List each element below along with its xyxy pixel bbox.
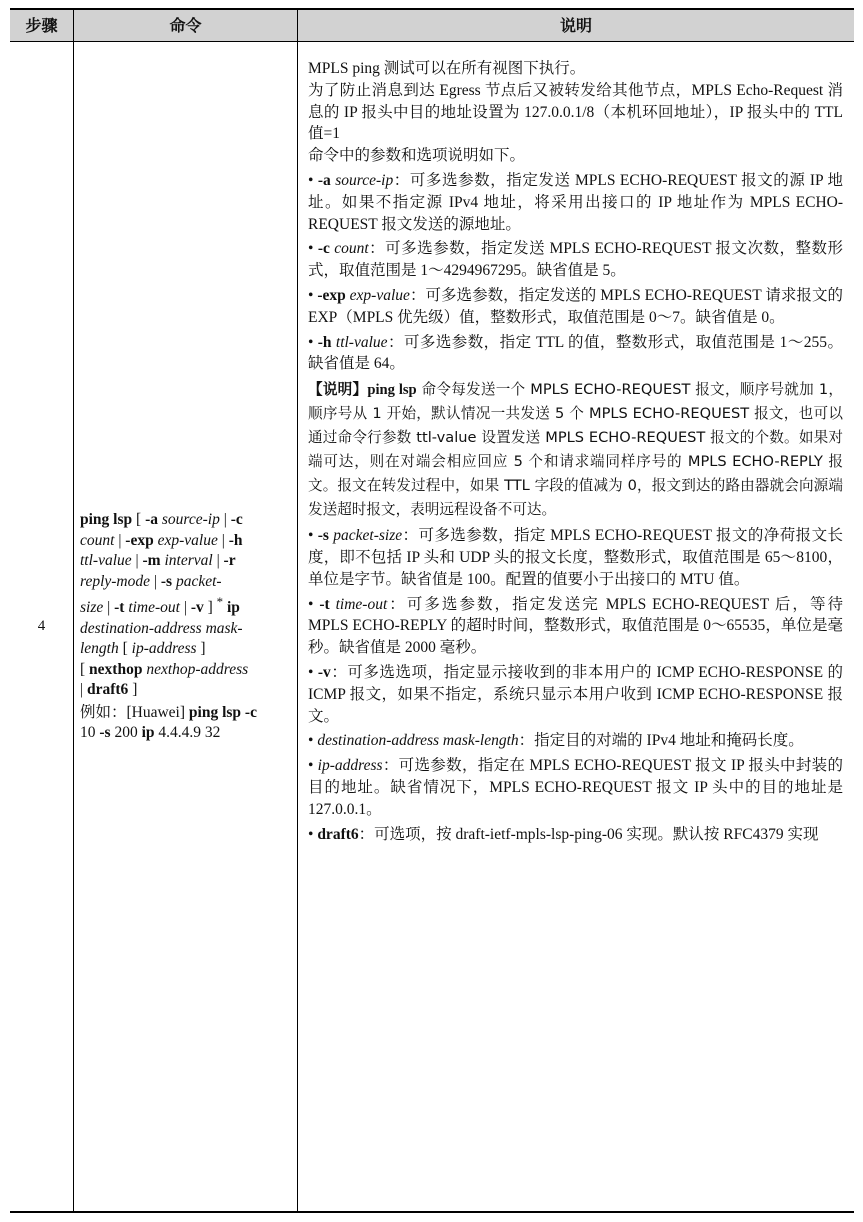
column-divider bbox=[73, 10, 74, 1211]
bullet-icon: • bbox=[308, 527, 314, 545]
param-name: exp-value bbox=[345, 286, 410, 304]
cmd-keyword: -t bbox=[114, 599, 125, 617]
command-example bbox=[80, 703, 290, 744]
desc-param-draft6 bbox=[308, 824, 843, 846]
cmd-param: ip-address bbox=[131, 640, 197, 658]
bullet-icon: • bbox=[308, 757, 314, 775]
header-command: 命令 bbox=[169, 16, 202, 35]
desc-param-s bbox=[308, 525, 843, 590]
param-flag: -h bbox=[317, 333, 332, 351]
cmd-repeat-marker: * bbox=[216, 594, 224, 609]
cmd-param: nexthop-address bbox=[142, 660, 249, 678]
param-name: destination-address mask-length bbox=[317, 732, 519, 750]
cmd-param: interval bbox=[160, 552, 213, 569]
param-text: ：可多选参数，指定发送的 MPLS ECHO-REQUEST 请求报文的 EXP（MPLS 优先级）值，整数形式，取值范围是 0～7。缺省值是 0。 bbox=[308, 286, 843, 326]
cmd-keyword: -exp bbox=[125, 531, 154, 549]
cmd-text: ] bbox=[196, 640, 206, 658]
param-text: ：可选项，按 draft-ietf-mpls-lsp-ping-06 实现。默认按 RFC4379 实现 bbox=[358, 825, 819, 843]
desc-param-exp bbox=[308, 285, 843, 329]
example-text: 10 bbox=[80, 724, 100, 742]
cmd-text: | bbox=[179, 599, 191, 617]
cmd-text: | bbox=[219, 511, 231, 528]
header-step: 步骤 bbox=[25, 16, 58, 35]
cmd-param: size bbox=[80, 599, 104, 617]
cmd-text: ] bbox=[203, 599, 217, 617]
cmd-param: source-ip bbox=[157, 511, 220, 528]
param-text: ：可选参数，指定在 MPLS ECHO-REQUEST 报文 IP 报头中封装的目的地址。缺省情况下，MPLS ECHO-REQUEST 报文 IP 头中的目的地址是 127.0.0.1。 bbox=[308, 757, 843, 818]
cmd-text: [ bbox=[132, 511, 146, 528]
cmd-param: destination-address mask- bbox=[80, 619, 243, 637]
desc-param-destination bbox=[308, 730, 843, 752]
note-keyword: ping lsp bbox=[367, 382, 417, 399]
param-text: ：可多选参数，指定 TTL 的值，整数形式，取值范围是 1～255。缺省值是 64。 bbox=[308, 333, 843, 373]
example-keyword: ip bbox=[141, 724, 155, 742]
param-name: time-out bbox=[329, 595, 388, 613]
bullet-icon: • bbox=[308, 286, 314, 304]
table-header bbox=[10, 10, 854, 42]
param-name: ttl-value bbox=[331, 333, 388, 351]
bullet-icon: • bbox=[308, 825, 314, 843]
cmd-text: | bbox=[212, 552, 224, 569]
cmd-text: | bbox=[114, 531, 126, 549]
param-text: ：可多选参数，指定发送完 MPLS ECHO-REQUEST 后，等待 MPLS ECHO-REPLY 的超时时间，整数形式，取值范围是 0～65535，单位是毫秒。缺省值是 2000 毫秒。 bbox=[308, 595, 843, 657]
cmd-param: count bbox=[80, 531, 115, 549]
cmd-keyword: -c bbox=[230, 511, 243, 528]
cmd-keyword: -s bbox=[160, 572, 173, 590]
cmd-param: exp-value bbox=[153, 531, 218, 549]
cmd-keyword: -m bbox=[142, 552, 161, 569]
param-text: ：指定目的对端的 IPv4 地址和掩码长度。 bbox=[518, 732, 804, 750]
param-flag: -c bbox=[317, 240, 330, 258]
bullet-icon: • bbox=[308, 595, 314, 613]
param-flag: -v bbox=[317, 663, 331, 681]
cmd-keyword: -r bbox=[223, 552, 236, 569]
cmd-text: [ bbox=[80, 660, 90, 678]
param-flag: -a bbox=[317, 171, 331, 189]
param-flag: draft6 bbox=[317, 825, 359, 843]
bullet-icon: • bbox=[308, 240, 314, 258]
cmd-text: | bbox=[80, 681, 87, 699]
desc-param-h bbox=[308, 332, 843, 376]
cmd-text: [ bbox=[118, 640, 132, 658]
desc-paragraph: 为了防止消息到达 Egress 节点后又被转发给其他节点，MPLS Echo-Request 消息的 IP 报头中目的地址设置为 127.0.0.1/8（本机环回地址），IP 报头中的 TTL 值=1 bbox=[308, 81, 843, 143]
command-table bbox=[10, 8, 854, 1213]
cmd-text: | bbox=[217, 531, 229, 549]
cmd-param: ttl-value bbox=[80, 552, 132, 569]
example-text: 例如：[Huawei] bbox=[80, 703, 189, 721]
desc-note bbox=[308, 378, 843, 522]
bullet-icon: • bbox=[308, 171, 314, 189]
example-text: 200 bbox=[110, 724, 142, 742]
param-name: source-ip bbox=[330, 171, 394, 189]
cmd-param: reply-mode bbox=[80, 572, 151, 590]
cmd-text: | bbox=[103, 599, 115, 617]
cmd-param: packet- bbox=[172, 572, 222, 590]
header-description: 说明 bbox=[559, 16, 592, 35]
example-text: 4.4.4.9 32 bbox=[154, 724, 221, 742]
step-number: 4 bbox=[37, 618, 46, 634]
bullet-icon: • bbox=[308, 663, 314, 681]
desc-param-a bbox=[308, 170, 843, 235]
desc-param-ip-address bbox=[308, 755, 843, 820]
cmd-text: ] bbox=[128, 681, 138, 699]
cmd-keyword: -v bbox=[190, 599, 204, 617]
cmd-param: time-out bbox=[124, 599, 180, 617]
cmd-param: length bbox=[80, 640, 119, 658]
cmd-keyword: ip bbox=[223, 599, 240, 617]
desc-paragraph: MPLS ping 测试可以在所有视图下执行。 bbox=[308, 60, 586, 77]
bullet-icon: • bbox=[308, 333, 314, 351]
param-name: ip-address bbox=[317, 757, 383, 775]
param-name: packet-size bbox=[328, 527, 403, 545]
desc-param-t bbox=[308, 594, 843, 659]
command-cell bbox=[80, 510, 290, 744]
param-text: ：可多选参数，指定 MPLS ECHO-REQUEST 报文的净荷报文长度，即不包括 IP 头和 UDP 头的报文长度，整数形式，取值范围是 65～8100，单位是字节。缺省值是 100。配置的值要小于出接口的 MTU 值。 bbox=[308, 527, 844, 588]
cmd-keyword: nexthop bbox=[89, 660, 143, 678]
example-keyword: ping lsp -c bbox=[188, 703, 257, 721]
desc-param-v bbox=[308, 662, 843, 727]
desc-paragraph: 命令中的参数和选项说明如下。 bbox=[308, 147, 526, 165]
cmd-text: | bbox=[150, 572, 161, 590]
note-text: 命令每发送一个 MPLS ECHO-REQUEST 报文，顺序号就加 1，顺序号从 1 开始，默认情况一共发送 5 个 MPLS ECHO-REQUEST 报文，也可以通过命令行参数 ttl-value 设置发送 MPLS ECHO-REQUEST 报文的个数。如果对端可达，则在对端会相应回应 5 个和请求端同样序号的 MPLS ECHO-REPLY 报文。报文在转发过程中，如果 TTL 字段的值减为 0，报文到达的路由器就会向源端发送超时报文，表明远程设备不可达。 bbox=[308, 381, 843, 519]
param-text: ：可多选参数，指定发送 MPLS ECHO-REQUEST 报文次数，整数形式，取值范围是 1～4294967295。缺省值是 5。 bbox=[308, 240, 843, 280]
param-flag: -s bbox=[317, 527, 329, 545]
command-syntax bbox=[80, 510, 290, 701]
cmd-keyword: ping lsp bbox=[80, 511, 133, 528]
note-label: 【说明】 bbox=[308, 381, 368, 399]
column-divider bbox=[297, 10, 298, 1211]
cmd-keyword: draft6 bbox=[86, 681, 129, 699]
param-flag: -exp bbox=[317, 286, 346, 304]
param-text: ：可多选参数，指定发送 MPLS ECHO-REQUEST 报文的源 IP 地址。如果不指定源 IPv4 地址，将采用出接口的 IP 地址作为 MPLS ECHO-REQUEST 报文发送的源地址。 bbox=[308, 171, 844, 233]
bullet-icon: • bbox=[308, 732, 314, 750]
param-text: ：可多选选项，指定显示接收到的非本用户的 ICMP ECHO-RESPONSE 的 ICMP 报文，如果不指定，系统只显示本用户收到 ICMP ECHO-RESPONSE 报文。 bbox=[308, 663, 843, 725]
cmd-text: | bbox=[131, 552, 143, 569]
cmd-keyword: -a bbox=[145, 511, 158, 528]
param-name: count bbox=[329, 240, 369, 258]
description-cell bbox=[308, 58, 843, 848]
cmd-keyword: -h bbox=[228, 531, 243, 549]
desc-param-c bbox=[308, 238, 843, 282]
param-flag: -t bbox=[319, 595, 330, 613]
example-keyword: -s bbox=[99, 724, 111, 742]
